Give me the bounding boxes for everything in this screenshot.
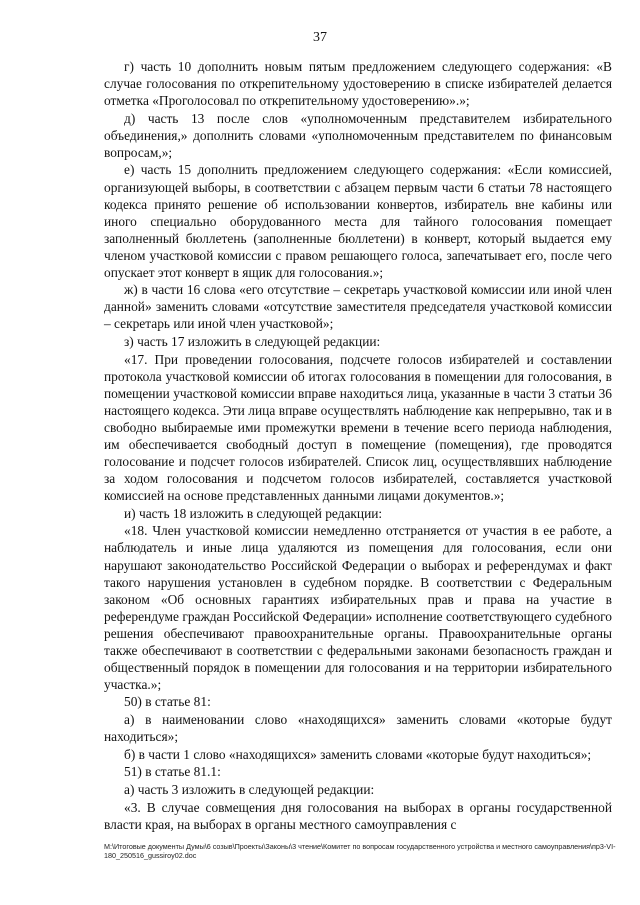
page-number: 37 [313, 30, 327, 45]
paragraph: б) в части 1 слово «находящихся» заменить словами «которые будут находиться»; [124, 746, 592, 762]
file-path-footer: M:\Итоговые документы Думы\6 созыв\Проекты\Законы\3 чтение\Комитет по вопросам государственного устройства и местного самоуправления\пр3-VI-180_250516_gussiroy02.doc [104, 842, 616, 860]
paragraph: з) часть 17 изложить в следующей редакции: [124, 334, 381, 350]
paragraph: г) часть 10 дополнить новым пятым предложением следующего содержания: «В случае голосования по открепительному удостоверению в списке избирателей делается отметка «Проголосовал по открепительному удостоверению».»; [104, 59, 612, 109]
paragraph: ж) в части 16 слова «его отсутствие – секретарь участковой комиссии или иной член данной» заменить словами «отсутствие заместителя председателя участковой комиссии – секретарь или иной член участковой»; [104, 282, 612, 332]
paragraph: е) часть 15 дополнить предложением следующего содержания: «Если комиссией, организующей выборы, в соответствии с абзацем первым части 6 статьи 78 настоящего кодекса принято решение об использовании конвертов, избиратель вне кабины или иного специально оборудованного места для тайного голосования помещает заполненный бюллетень (заполненные бюллетени) в конверт, который выдается ему членом участковой комиссии с правом решающего голоса, запечатывает его, после чего опускает этот конверт в ящик для голосования.»; [104, 162, 612, 280]
paragraph: «17. При проведении голосования, подсчете голосов избирателей и составлении протокола участковой комиссии об итогах голосования в помещении для голосования, в помещении участковой комиссии вправе находиться лица, указанные в части 3 статьи 36 настоящего кодекса. Эти лица вправе осуществлять наблюдение как непрерывно, так и в свободно выбираемые ими промежутки времени в течение всего периода наблюдения, им обеспечивается свободный доступ в помещение (помещения), где проводятся голосование и подсчет голосов избирателей. Список лиц, осуществлявших наблюдение за ходом голосования и подсчетом голосов избирателей, составляется участковой комиссией на основе представленных данными лицами документов.»; [104, 351, 612, 504]
paragraph: д) часть 13 после слов «уполномоченным представителем избирательного объединения,» дополнить словами «уполномоченным представителем по финансовым вопросам,»; [104, 110, 612, 160]
paragraph: «3. В случае совмещения дня голосования на выборах в органы государственной власти края, на выборах в органы местного самоуправления с [104, 799, 612, 832]
paragraph: 50) в статье 81: [124, 694, 211, 710]
paragraph: «18. Член участковой комиссии немедленно отстраняется от участия в ее работе, а наблюдатель и иные лица удаляются из помещения для голосования, если они нарушают законодательство Российской Федерации о выборах и референдумах и факт такого нарушения установлен в судебном порядке. В соответствии с Федеральным законом «Об основных гарантиях избирательных прав и права на участие в референдуме граждан Российской Федерации» исполнение соответствующего судебного решения обеспечивают правоохранительные органы. Правоохранительные органы также обеспечивают в соответствии с федеральными законами безопасность граждан и общественный порядок в помещении для голосования и на территории избирательного участка.»; [104, 523, 612, 692]
paragraph: а) часть 3 изложить в следующей редакции: [124, 782, 375, 798]
paragraph: а) в наименовании слово «находящихся» заменить словами «которые будут находиться»; [104, 712, 612, 745]
paragraph: 51) в статье 81.1: [124, 764, 221, 780]
paragraph: и) часть 18 изложить в следующей редакции: [124, 505, 383, 521]
document-body [104, 58, 612, 833]
